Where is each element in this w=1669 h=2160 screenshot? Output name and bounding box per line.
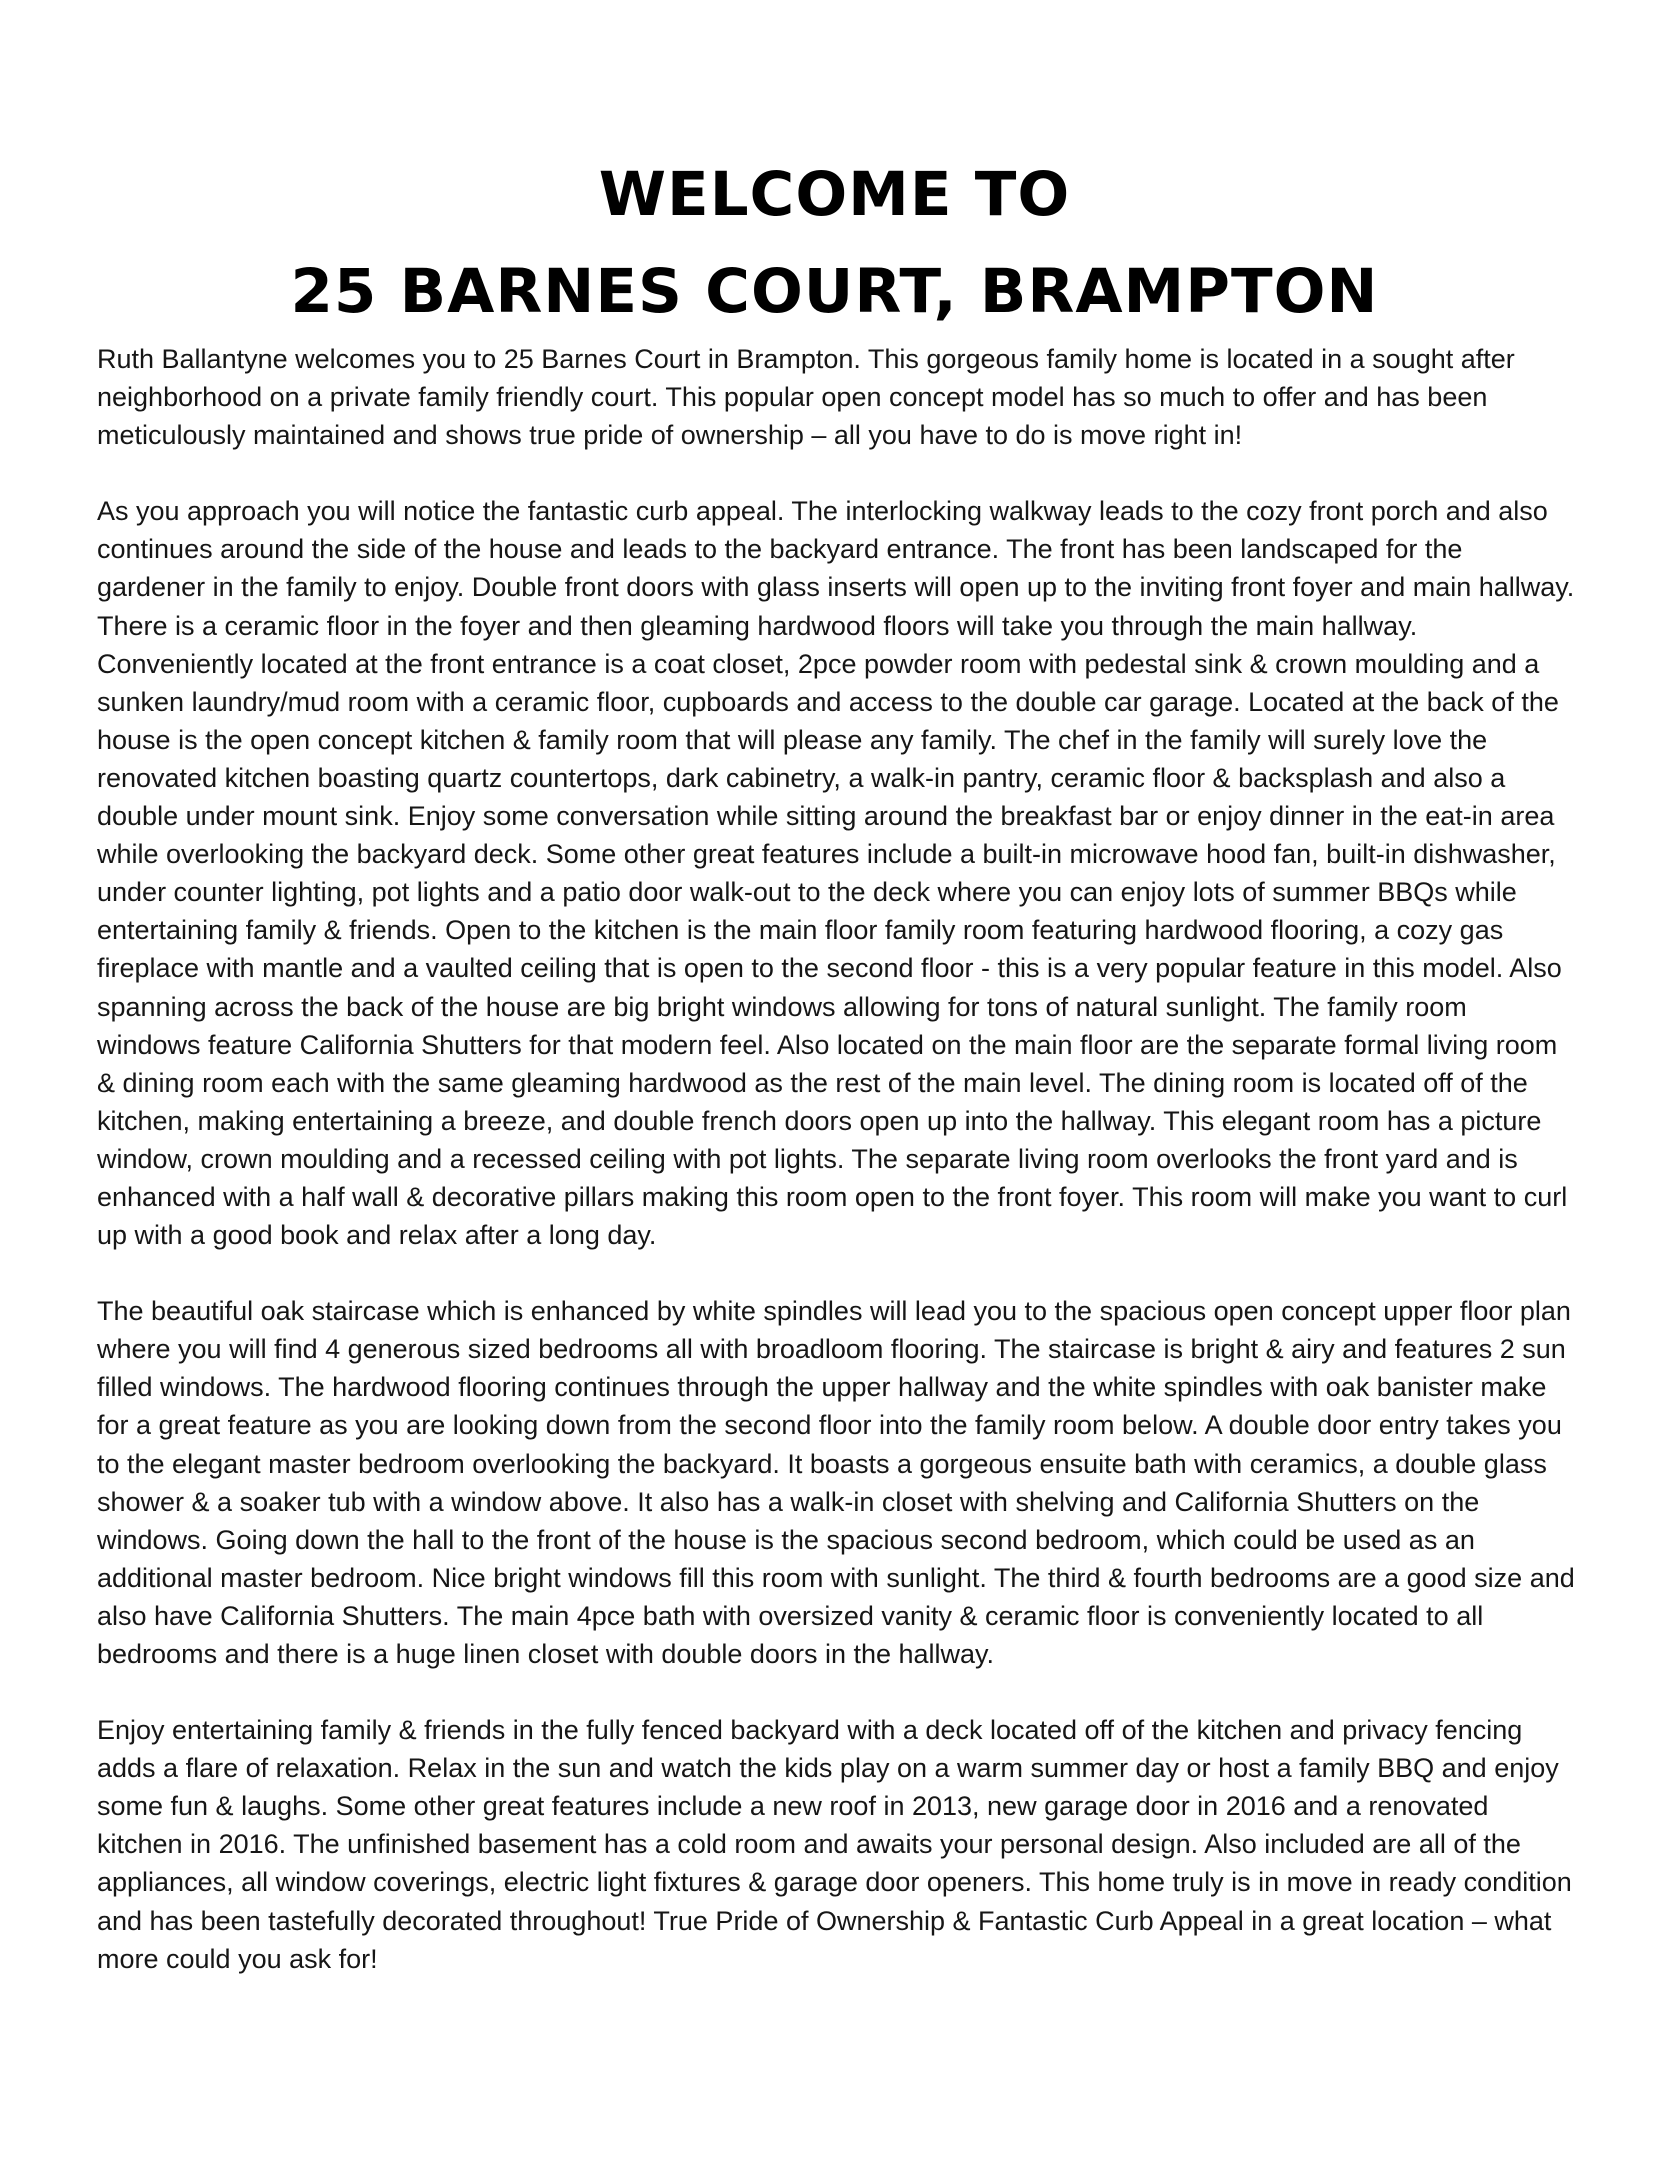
document-body: [97, 340, 1577, 2016]
title-line-1: WELCOME TO: [598, 158, 1071, 230]
paragraph-backyard: Enjoy entertaining family & friends in the fully fenced backyard with a deck located off of the kitchen and privacy fencing adds a flare of relaxation. Relax in the sun and watch the kids play on a warm summer day or host a family BBQ and enjoy some fun & laughs. Some other great features include a new roof in 2013, new garage door in 2016 and a renovated kitchen in 2016. The unfinished basement has a cold room and awaits your personal design. Also included are all of the appliances, all window coverings, electric light fixtures & garage door openers. This home truly is in move in ready condition and has been tastefully decorated throughout! True Pride of Ownership & Fantastic Curb Appeal in a great location – what more could you ask for!: [97, 1715, 1572, 1974]
page-title: [0, 146, 1669, 340]
paragraph-upper-floor: The beautiful oak staircase which is enhanced by white spindles will lead you to the spacious open concept upper floor plan where you will find 4 generous sized bedrooms all with broadloom flooring. The staircase is bright & airy and features 2 sun filled windows. The hardwood flooring continues through the upper hallway and the white spindles with oak banister make for a great feature as you are looking down from the second floor into the family room below. A double door entry takes you to the elegant master bedroom overlooking the backyard. It boasts a gorgeous ensuite bath with ceramics, a double glass shower & a soaker tub with a window above. It also has a walk-in closet with shelving and California Shutters on the windows. Going down the hall to the front of the house is the spacious second bedroom, which could be used as an additional master bedroom. Nice bright windows fill this room with sunlight. The third & fourth bedrooms are a good size and also have California Shutters. The main 4pce bath with oversized vanity & ceramic floor is conveniently located to all bedrooms and there is a huge linen closet with double doors in the hallway.: [97, 1296, 1575, 1669]
paragraph-intro: Ruth Ballantyne welcomes you to 25 Barnes Court in Brampton. This gorgeous family home is located in a sought after neighborhood on a private family friendly court. This popular open concept model has so much to offer and has been meticulously maintained and shows true pride of ownership – all you have to do is move right in!: [97, 344, 1515, 451]
paragraph-main-floor: As you approach you will notice the fantastic curb appeal. The interlocking walkway leads to the cozy front porch and also continues around the side of the house and leads to the backyard entrance. The front has been landscaped for the gardener in the family to enjoy. Double front doors with glass inserts will open up to the inviting front foyer and main hallway. There is a ceramic floor in the foyer and then gleaming hardwood floors will take you through the main hallway. Conveniently located at the front entrance is a coat closet, 2pce powder room with pedestal sink & crown moulding and a sunken laundry/mud room with a ceramic floor, cupboards and access to the double car garage. Located at the back of the house is the open concept kitchen & family room that will please any family. The chef in the family will surely love the renovated kitchen boasting quartz countertops, dark cabinetry, a walk-in pantry, ceramic floor & backsplash and also a double under mount sink. Enjoy some conversation while sitting around the breakfast bar or enjoy dinner in the eat-in area while overlooking the backyard deck. Some other great features include a built-in microwave hood fan, built-in dishwasher, under counter lighting, pot lights and a patio door walk-out to the deck where you can enjoy lots of summer BBQs while entertaining family & friends. Open to the kitchen is the main floor family room featuring hardwood flooring, a cozy gas fireplace with mantle and a vaulted ceiling that is open to the second floor - this is a very popular feature in this model. Also spanning across the back of the house are big bright windows allowing for tons of natural sunlight. The family room windows feature California Shutters for that modern feel. Also located on the main floor are the separate formal living room & dining room each with the same gleaming hardwood as the rest of the main level. The dining room is located off of the kitchen, making entertaining a breeze, and double french doors open up into the hallway. This elegant room has a picture window, crown moulding and a recessed ceiling with pot lights. The separate living room overlooks the front yard and is enhanced with a half wall & decorative pillars making this room open to the front foyer. This room will make you want to curl up with a good book and relax after a long day.: [97, 496, 1575, 1251]
title-line-2: 25 BARNES COURT, BRAMPTON: [290, 255, 1379, 327]
